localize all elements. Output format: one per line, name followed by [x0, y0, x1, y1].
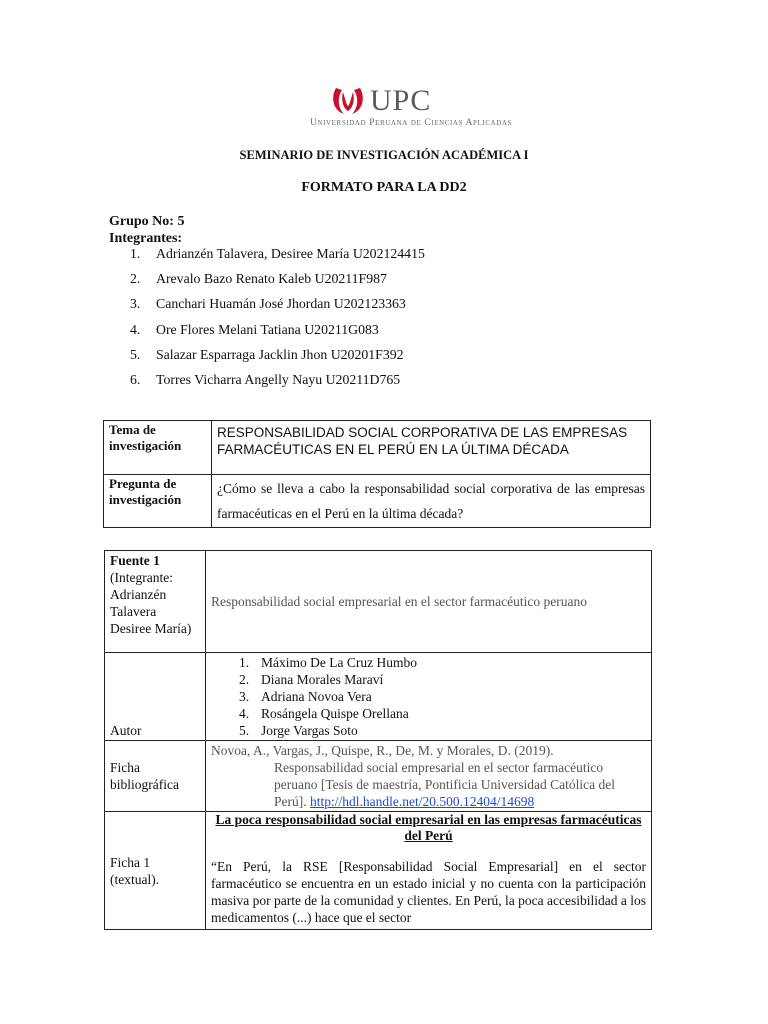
author-name: Jorge Vargas Soto [261, 723, 358, 738]
member-name: Adrianzén Talavera, Desiree María U202124415 [156, 246, 425, 261]
question-label: Pregunta de investigación [104, 475, 212, 528]
bibliographic-cell [206, 741, 652, 812]
author-name: Adriana Novoa Vera [261, 689, 372, 704]
list-item [130, 296, 425, 321]
table-row [105, 551, 652, 653]
handle-link[interactable]: http://hdl.handle.net/20.500.12404/14698 [310, 794, 535, 809]
topic-value: RESPONSABILIDAD SOCIAL CORPORATIVA DE LAS EMPRESAS FARMACÉUTICAS EN EL PERÚ EN LA ÚLTIMA DÉCADA [212, 421, 651, 475]
list-item [130, 347, 425, 372]
list-number: 2. [130, 271, 141, 287]
upc-logo [309, 84, 513, 134]
textual-card-cell [206, 812, 652, 930]
member-name: Arevalo Bazo Renato Kaleb U20211F987 [156, 271, 387, 287]
table-row [104, 475, 651, 528]
members-list [130, 246, 425, 397]
list-number: 5. [130, 346, 141, 362]
bibliographic-label: Ficha bibliográfica [105, 741, 206, 812]
list-number: 2. [239, 672, 250, 687]
seminar-title: SEMINARIO DE INVESTIGACIÓN ACADÉMICA I [239, 148, 529, 162]
list-number: 3. [130, 296, 141, 312]
list-item [239, 705, 646, 722]
table-row [105, 653, 652, 741]
list-item [130, 372, 425, 397]
source-member: (Integrante: Adrianzén Talavera Desiree María) [110, 570, 192, 636]
source-table [104, 550, 652, 930]
source-label: Fuente 1 [110, 553, 160, 568]
author-name: Diana Morales Maraví [261, 672, 384, 687]
author-name: Rosángela Quispe Orellana [261, 706, 409, 721]
table-row [104, 421, 651, 475]
members-label: Integrantes: [109, 231, 183, 246]
logo-university-name: Universidad Peruana de Ciencias Aplicadas [309, 118, 513, 128]
group-number: Grupo No: 5 [109, 214, 185, 229]
list-item [239, 654, 646, 671]
logo-upc-text: UPC [370, 84, 432, 117]
textual-card-text: “En Perú, la RSE [Responsabilidad Social Empresarial] en el sector farmacéutico se encuentra en un estado inicial y no cuenta con la participación masiva por parte de la comunidad y clientes. En Perú, la poca accesibilidad a los medicamentos (...) hace que el sector [211, 859, 646, 925]
bibliographic-entry [211, 742, 646, 810]
format-title: FORMATO PARA LA DD2 [301, 180, 467, 195]
source-title: Responsabilidad social empresarial en el sector farmacéutico peruano [206, 551, 652, 653]
upc-emblem-icon [330, 84, 366, 118]
authors-cell [206, 653, 652, 741]
list-number: 5. [239, 723, 250, 738]
source-label-cell [105, 551, 206, 653]
author-label: Autor [105, 653, 206, 741]
list-number: 4. [130, 321, 141, 337]
list-number: 1. [239, 655, 250, 670]
list-number: 3. [239, 689, 250, 704]
table-row [105, 812, 652, 930]
member-name: Canchari Huamán José Jhordan U202123363 [156, 296, 406, 312]
list-item [130, 246, 425, 271]
list-item [239, 722, 646, 739]
list-number: 1. [130, 246, 141, 261]
author-name: Máximo De La Cruz Humbo [261, 655, 417, 670]
authors-list [211, 654, 646, 739]
list-item [130, 322, 425, 347]
textual-card-label: Ficha 1 (textual). [105, 812, 206, 930]
member-name: Ore Flores Melani Tatiana U20211G083 [156, 321, 379, 337]
list-item [239, 688, 646, 705]
table-row [105, 741, 652, 812]
member-name: Salazar Esparraga Jacklin Jhon U20201F392 [156, 346, 404, 362]
topic-label: Tema de investigación [104, 421, 212, 475]
research-topic-table [103, 420, 651, 528]
list-item [130, 271, 425, 296]
member-name: Torres Vicharra Angelly Nayu U20211D765 [156, 371, 401, 387]
list-number: 6. [130, 371, 141, 387]
group-info [109, 213, 184, 247]
list-item [239, 671, 646, 688]
textual-card-title: La poca responsabilidad social empresarial en las empresas farmacéuticas del Perú [215, 812, 642, 843]
list-number: 4. [239, 706, 250, 721]
bibliographic-text: Novoa, A., Vargas, J., Quispe, R., De, M. y Morales, D. (2019). Responsabilidad social empresarial en el sector farmacéutico peruano [Tesis de maestría, Pontificia Universidad Católica del Perú]. [211, 743, 615, 809]
question-value: ¿Cómo se lleva a cabo la responsabilidad social corporativa de las empresas farmacéuticas en el Perú en la última década? [212, 475, 651, 528]
